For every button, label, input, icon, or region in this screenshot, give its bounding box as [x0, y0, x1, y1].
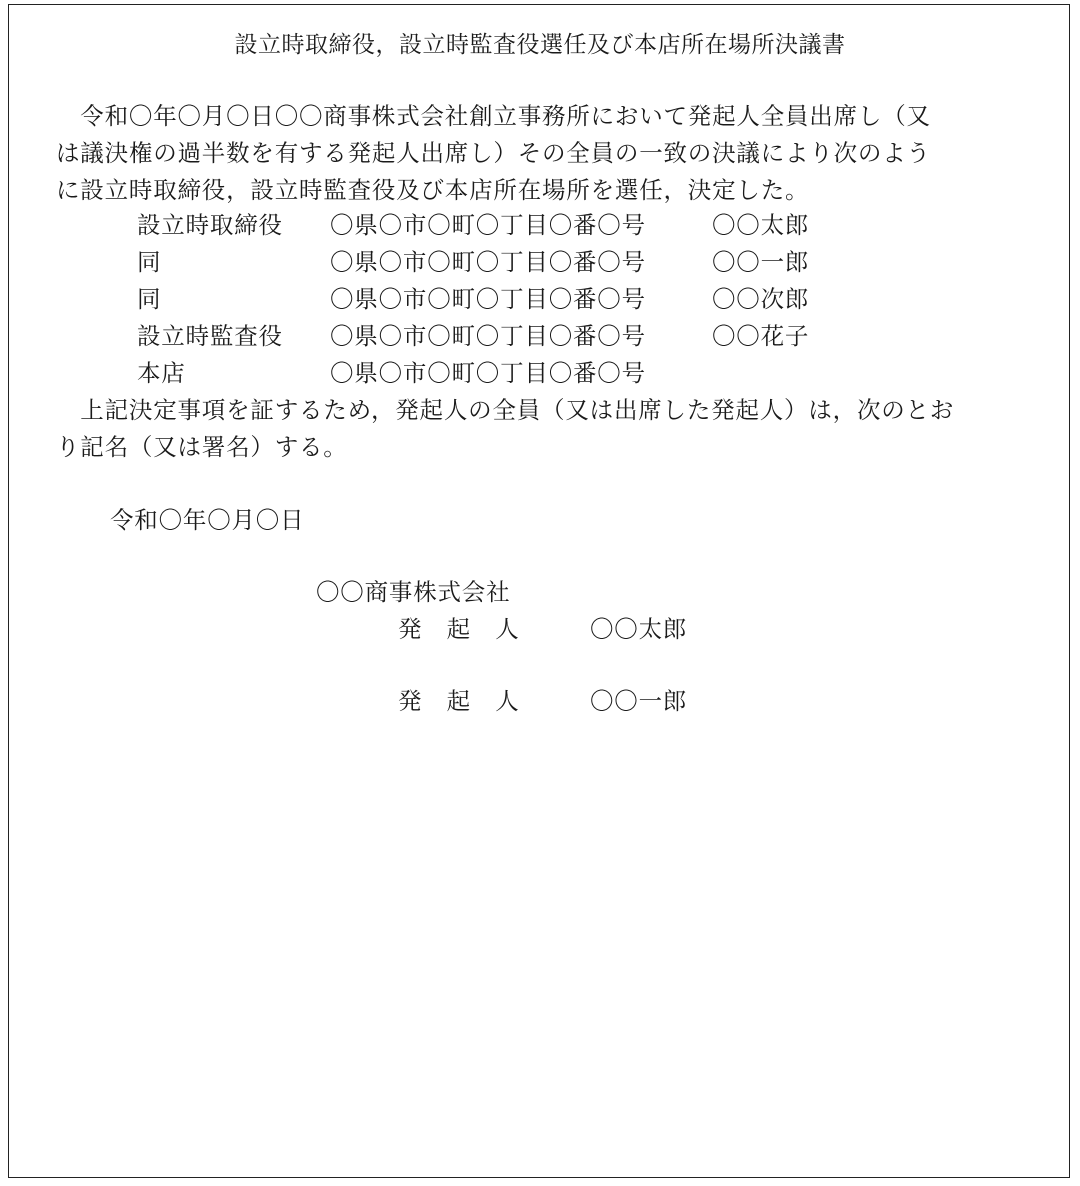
appointment-address: 〇県〇市〇町〇丁目〇番〇号 — [330, 248, 646, 276]
signer-name: 〇〇太郎 — [590, 615, 688, 643]
paragraph-line: り記名（又は署名）する。 — [56, 433, 348, 461]
paragraph-line: は議決権の過半数を有する発起人出席し）その全員の一致の決議により次のよう — [56, 139, 931, 167]
appointment-name: 〇〇次郎 — [712, 285, 810, 313]
document-date: 令和〇年〇月〇日 — [110, 506, 305, 534]
appointment-row — [0, 318, 1080, 355]
appointment-name: 〇〇太郎 — [712, 211, 810, 239]
document-title: 設立時取締役，設立時監査役選任及び本店所在場所決議書 — [234, 32, 846, 58]
resolution-paragraph — [56, 98, 1046, 209]
signer-row — [0, 611, 1080, 648]
appointment-row — [0, 207, 1080, 244]
appointment-address: 〇県〇市〇町〇丁目〇番〇号 — [330, 359, 646, 387]
appointment-row — [0, 281, 1080, 318]
signer-name: 〇〇一郎 — [590, 687, 688, 715]
appointment-name: 〇〇花子 — [712, 322, 810, 350]
appointment-role: 設立時監査役 — [137, 322, 283, 350]
appointment-name: 〇〇一郎 — [712, 248, 810, 276]
appointment-address: 〇県〇市〇町〇丁目〇番〇号 — [330, 211, 646, 239]
company-name: 〇〇商事株式会社 — [316, 578, 511, 606]
appointment-address: 〇県〇市〇町〇丁目〇番〇号 — [330, 322, 646, 350]
signer-row — [0, 683, 1080, 720]
appointment-role: 本店 — [137, 359, 186, 387]
paragraph-line: 上記決定事項を証するため，発起人の全員（又は出席した発起人）は，次のとお — [56, 396, 955, 424]
appointment-role: 同 — [137, 248, 162, 276]
paragraph-line: に設立時取締役，設立時監査役及び本店所在場所を選任，決定した。 — [56, 176, 810, 204]
appointment-role: 同 — [137, 285, 162, 313]
signer-label: 発 起 人 — [398, 687, 520, 715]
appointment-address: 〇県〇市〇町〇丁目〇番〇号 — [330, 285, 646, 313]
paragraph-line: 令和〇年〇月〇日〇〇商事株式会社創立事務所において発起人全員出席し（又 — [56, 102, 931, 130]
appointment-row — [0, 244, 1080, 281]
appointment-role: 設立時取締役 — [137, 211, 283, 239]
appointment-row — [0, 355, 1080, 392]
certification-paragraph — [56, 392, 1046, 466]
signer-label: 発 起 人 — [398, 615, 520, 643]
